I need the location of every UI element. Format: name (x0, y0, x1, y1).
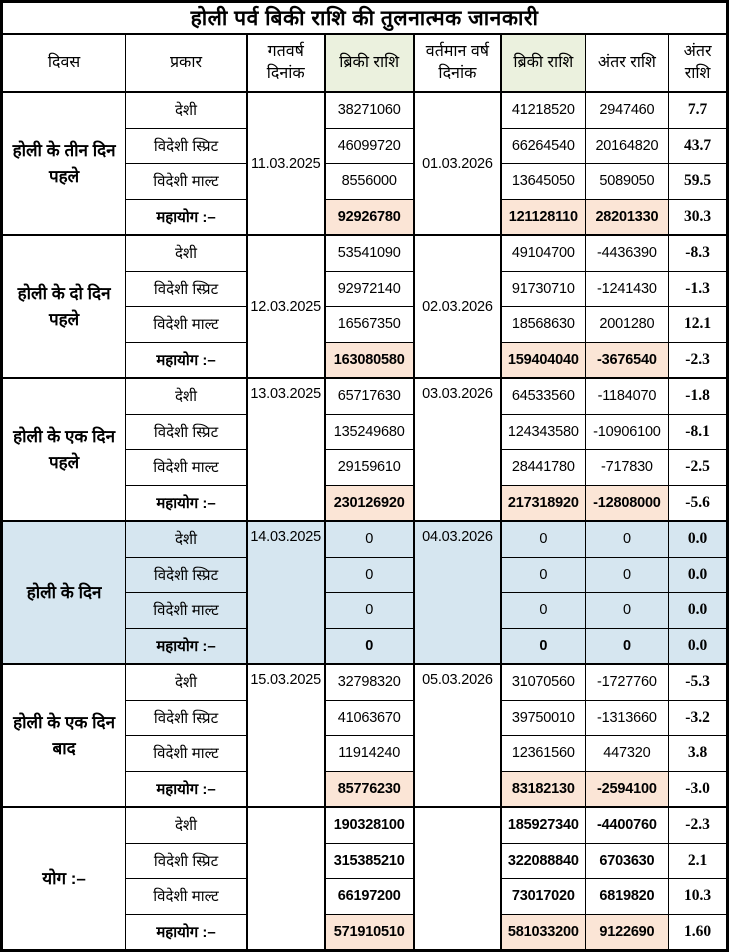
diff-ratio-cell: 12.1 (669, 307, 728, 343)
table-row (2, 235, 728, 271)
prev-year-sales-cell: 0 (325, 557, 414, 593)
day-label: होली के दिन (2, 521, 126, 664)
prev-year-sales-cell: 0 (325, 593, 414, 629)
diff-amount-cell: 20164820 (585, 128, 668, 164)
prev-year-sales-cell: 230126920 (325, 485, 414, 521)
curr-year-sales-cell: 18568630 (501, 307, 585, 343)
curr-year-sales-cell: 31070560 (501, 664, 585, 700)
day-label: होली के तीन दिन पहले (2, 92, 126, 235)
table-row (2, 521, 728, 557)
diff-ratio-cell: -3.0 (669, 771, 728, 807)
prev-year-sales-cell: 315385210 (325, 843, 414, 879)
type-label: विदेशी स्प्रिट (126, 557, 247, 593)
diff-ratio-cell: -5.6 (669, 485, 728, 521)
diff-amount-cell: 0 (585, 557, 668, 593)
diff-ratio-cell: -2.5 (669, 450, 728, 486)
curr-year-sales-cell: 0 (501, 521, 585, 557)
curr-year-sales-cell: 0 (501, 557, 585, 593)
diff-amount-cell: -3676540 (585, 342, 668, 378)
curr-year-sales-cell: 185927340 (501, 807, 585, 843)
type-label: विदेशी माल्ट (126, 593, 247, 629)
diff-amount-cell: 6819820 (585, 879, 668, 915)
curr-year-sales-cell: 13645050 (501, 164, 585, 200)
diff-ratio-cell: 30.3 (669, 199, 728, 235)
prev-year-sales-cell: 135249680 (325, 414, 414, 450)
prev-year-date-cell: 14.03.2025 (247, 521, 325, 664)
day-label: होली के एक दिन बाद (2, 664, 126, 807)
curr-year-date-cell: 05.03.2026 (414, 664, 501, 807)
curr-year-sales-cell: 121128110 (501, 199, 585, 235)
diff-amount-cell: -1727760 (585, 664, 668, 700)
type-label: महायोग :– (126, 199, 247, 235)
curr-year-date-cell (414, 807, 501, 951)
prev-year-sales-cell: 66197200 (325, 879, 414, 915)
prev-year-sales-cell: 32798320 (325, 664, 414, 700)
title-row (2, 2, 728, 35)
prev-year-sales-cell: 16567350 (325, 307, 414, 343)
type-label: महायोग :– (126, 342, 247, 378)
prev-year-sales-cell: 0 (325, 521, 414, 557)
diff-amount-cell: 6703630 (585, 843, 668, 879)
prev-year-sales-cell: 92926780 (325, 199, 414, 235)
day-label: होली के एक दिन पहले (2, 378, 126, 521)
prev-year-date-cell (247, 807, 325, 951)
table-row (2, 92, 728, 128)
col-header-day: दिवस (2, 34, 126, 92)
diff-ratio-cell: -2.3 (669, 807, 728, 843)
diff-ratio-cell: -5.3 (669, 664, 728, 700)
col-header-diff-ratio: अंतर राशि (669, 34, 728, 92)
diff-amount-cell: -2594100 (585, 771, 668, 807)
diff-amount-cell: 9122690 (585, 914, 668, 951)
diff-ratio-cell: -1.3 (669, 271, 728, 307)
diff-ratio-cell: 0.0 (669, 628, 728, 664)
diff-ratio-cell: -3.2 (669, 700, 728, 736)
diff-ratio-cell: 7.7 (669, 92, 728, 128)
prev-year-sales-cell: 571910510 (325, 914, 414, 951)
type-label: महायोग :– (126, 485, 247, 521)
curr-year-sales-cell: 28441780 (501, 450, 585, 486)
type-label: विदेशी माल्ट (126, 736, 247, 772)
diff-amount-cell: -1241430 (585, 271, 668, 307)
type-label: महायोग :– (126, 628, 247, 664)
table-row (2, 807, 728, 843)
diff-ratio-cell: 0.0 (669, 593, 728, 629)
diff-ratio-cell: 2.1 (669, 843, 728, 879)
type-label: देशी (126, 521, 247, 557)
prev-year-sales-cell: 85776230 (325, 771, 414, 807)
curr-year-date-cell: 03.03.2026 (414, 378, 501, 521)
prev-year-sales-cell: 190328100 (325, 807, 414, 843)
prev-year-sales-cell: 0 (325, 628, 414, 664)
table-row (2, 378, 728, 414)
day-label: होली के दो दिन पहले (2, 235, 126, 378)
curr-year-sales-cell: 0 (501, 628, 585, 664)
diff-ratio-cell: 3.8 (669, 736, 728, 772)
type-label: विदेशी स्प्रिट (126, 700, 247, 736)
prev-year-sales-cell: 11914240 (325, 736, 414, 772)
curr-year-date-cell: 01.03.2026 (414, 92, 501, 235)
diff-ratio-cell: 1.60 (669, 914, 728, 951)
diff-amount-cell: 2947460 (585, 92, 668, 128)
col-header-curr-date: वर्तमान वर्ष दिनांक (414, 34, 501, 92)
diff-ratio-cell: 10.3 (669, 879, 728, 915)
type-label: विदेशी माल्ट (126, 450, 247, 486)
curr-year-sales-cell: 64533560 (501, 378, 585, 414)
curr-year-sales-cell: 49104700 (501, 235, 585, 271)
prev-year-sales-cell: 38271060 (325, 92, 414, 128)
col-header-prev-date: गतवर्ष दिनांक (247, 34, 325, 92)
type-label: देशी (126, 664, 247, 700)
type-label: महायोग :– (126, 771, 247, 807)
col-header-prev-sales: ब्रिकी राशि (325, 34, 414, 92)
diff-ratio-cell: -2.3 (669, 342, 728, 378)
col-header-diff-amount: अंतर राशि (585, 34, 668, 92)
curr-year-date-cell: 02.03.2026 (414, 235, 501, 378)
prev-year-sales-cell: 65717630 (325, 378, 414, 414)
prev-year-sales-cell: 163080580 (325, 342, 414, 378)
curr-year-sales-cell: 124343580 (501, 414, 585, 450)
diff-ratio-cell: 43.7 (669, 128, 728, 164)
table-body (2, 92, 728, 951)
curr-year-sales-cell: 322088840 (501, 843, 585, 879)
diff-ratio-cell: -1.8 (669, 378, 728, 414)
prev-year-sales-cell: 41063670 (325, 700, 414, 736)
diff-ratio-cell: -8.1 (669, 414, 728, 450)
diff-amount-cell: -4436390 (585, 235, 668, 271)
diff-amount-cell: 0 (585, 521, 668, 557)
diff-amount-cell: 5089050 (585, 164, 668, 200)
curr-year-sales-cell: 83182130 (501, 771, 585, 807)
table-row (2, 664, 728, 700)
table-title: होली पर्व बिकी राशि की तुलनात्मक जानकारी (2, 2, 728, 35)
prev-year-sales-cell: 46099720 (325, 128, 414, 164)
prev-year-sales-cell: 53541090 (325, 235, 414, 271)
type-label: विदेशी माल्ट (126, 307, 247, 343)
curr-year-sales-cell: 12361560 (501, 736, 585, 772)
diff-amount-cell: -717830 (585, 450, 668, 486)
prev-year-date-cell: 15.03.2025 (247, 664, 325, 807)
header-row (2, 34, 728, 92)
type-label: विदेशी माल्ट (126, 164, 247, 200)
type-label: देशी (126, 807, 247, 843)
type-label: विदेशी स्प्रिट (126, 414, 247, 450)
col-header-curr-sales: ब्रिकी राशि (501, 34, 585, 92)
type-label: देशी (126, 378, 247, 414)
diff-amount-cell: -4400760 (585, 807, 668, 843)
curr-year-sales-cell: 217318920 (501, 485, 585, 521)
diff-ratio-cell: 0.0 (669, 521, 728, 557)
diff-amount-cell: -1313660 (585, 700, 668, 736)
diff-ratio-cell: 0.0 (669, 557, 728, 593)
prev-year-sales-cell: 92972140 (325, 271, 414, 307)
prev-year-date-cell: 11.03.2025 (247, 92, 325, 235)
curr-year-sales-cell: 39750010 (501, 700, 585, 736)
diff-amount-cell: 28201330 (585, 199, 668, 235)
curr-year-date-cell: 04.03.2026 (414, 521, 501, 664)
curr-year-sales-cell: 159404040 (501, 342, 585, 378)
type-label: विदेशी स्प्रिट (126, 271, 247, 307)
type-label: महायोग :– (126, 914, 247, 951)
curr-year-sales-cell: 66264540 (501, 128, 585, 164)
curr-year-sales-cell: 91730710 (501, 271, 585, 307)
diff-amount-cell: 0 (585, 628, 668, 664)
prev-year-sales-cell: 8556000 (325, 164, 414, 200)
type-label: विदेशी स्प्रिट (126, 128, 247, 164)
col-header-type: प्रकार (126, 34, 247, 92)
diff-ratio-cell: 59.5 (669, 164, 728, 200)
type-label: विदेशी माल्ट (126, 879, 247, 915)
diff-amount-cell: -10906100 (585, 414, 668, 450)
curr-year-sales-cell: 0 (501, 593, 585, 629)
prev-year-date-cell: 12.03.2025 (247, 235, 325, 378)
day-label: योग :– (2, 807, 126, 951)
diff-amount-cell: 0 (585, 593, 668, 629)
type-label: देशी (126, 92, 247, 128)
diff-amount-cell: -1184070 (585, 378, 668, 414)
diff-amount-cell: -12808000 (585, 485, 668, 521)
curr-year-sales-cell: 581033200 (501, 914, 585, 951)
curr-year-sales-cell: 41218520 (501, 92, 585, 128)
type-label: विदेशी स्प्रिट (126, 843, 247, 879)
type-label: देशी (126, 235, 247, 271)
prev-year-sales-cell: 29159610 (325, 450, 414, 486)
diff-amount-cell: 447320 (585, 736, 668, 772)
prev-year-date-cell: 13.03.2025 (247, 378, 325, 521)
diff-ratio-cell: -8.3 (669, 235, 728, 271)
curr-year-sales-cell: 73017020 (501, 879, 585, 915)
diff-amount-cell: 2001280 (585, 307, 668, 343)
